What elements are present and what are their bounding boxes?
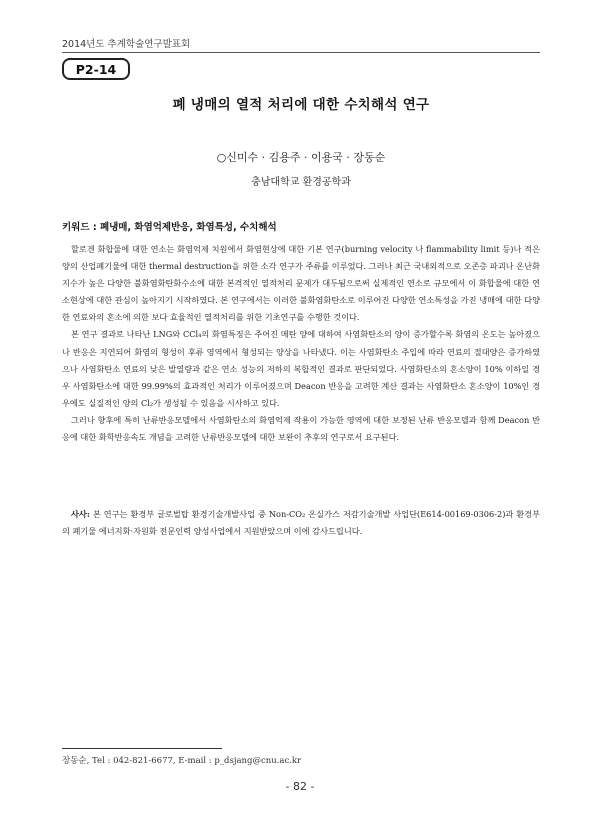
keywords-list: 폐냉매, 화염억제반응, 화염특성, 수치해석 (99, 222, 277, 233)
abstract-body (62, 241, 540, 446)
corresponding-author-footnote: 장동순, Tel : 042-821-6677, E-mail : p_dsjang@cnu.ac.kr (62, 756, 302, 766)
keywords-label: 키워드 : (62, 222, 97, 233)
acknowledgment-text: 본 연구는 환경부 글로벌탑 환경기술개발사업 중 Non-CO₂ 온실가스 저감기술개발 사업단(E614-00169-0306-2)과 환경부의 폐기물 에너지화·자원화 전문인력 양성사업에서 지원받았으며 이에 감사드립니다. (62, 509, 540, 537)
keywords-line (62, 219, 277, 233)
running-header: 2014년도 추계학술연구발표회 (62, 39, 191, 50)
body-paragraph: 할로겐 화합물에 대한 연소는 화염억제 치원에서 화염현상에 대한 기본 연구(burning velocity 나 flammability limit 등)나 적은 양의 산업폐기물에 대한 thermal destruction을 위한 소각 연구가 주류를 이루었다. 그러나 최근 국내외적으로 오존층 파괴나 온난화지수가 높은 다양한 불화염화탄화수소에 대한 본격적인 열적처리 문제가 대두됨으로써 실제적인 연소로 규모에서 이 화합물에 대한 연소현상에 대한 관심이 높아지기 시작하였다. 본 연구에서는 이러한 불화염화탄소로 이루어진 다양한 연소특성을 가진 냉매에 대한 다양한 연료와의 혼소에 의한 보다 효율적인 열적처리를 위한 기초연구를 수행한 것이다. (62, 244, 540, 323)
header-divider (62, 52, 540, 53)
body-paragraph: 본 연구 결과로 나타난 LNG와 CCl₄의 화염특징은 주어진 메탄 양에 대하여 사염화탄소의 양이 증가할수록 화염의 온도는 높아졌으나 반응은 지연되어 화염의 형성이 후류 영역에서 형성되는 양상을 나타냈다. 이는 사염화탄소 주입에 따라 연료의 절대양은 증가하였으나 사염화탄소 연료의 낮은 발열량과 같은 연소 성능의 저하의 복합적인 결과로 판단되었다. 사염화탄소의 혼소양이 10% 이하일 경우 사염화탄소에 대한 99.99%의 효과적인 처리가 이루어졌으며 Deacon 반응을 고려한 계산 결과는 사염화탄소 혼소양이 10%인 경우에도 실질적인 양의 Cl₂가 생성될 수 있음을 시사하고 있다. (62, 329, 540, 408)
paper-title: 폐 냉매의 열적 처리에 대한 수치해석 연구 (172, 97, 430, 113)
acknowledgment (62, 506, 540, 540)
author-list: ○신미수 · 김용주 · 이용국 · 장동순 (216, 151, 386, 164)
footnote-divider (62, 748, 222, 749)
affiliation: 충남대학교 환경공학과 (251, 177, 351, 188)
paper-id-badge: P2-14 (62, 58, 130, 80)
acknowledgment-label: 사사: (71, 509, 90, 519)
body-paragraph: 그러나 향후에 특히 난류반응모델에서 사염화탄소의 화염억제 작용이 가능한 영역에 대한 보정된 난류 반응모델과 함께 Deacon 반응에 대한 화학반응속도 개념을 고려한 난류반응모델에 대한 보완이 추후의 연구로서 요구된다. (62, 414, 540, 443)
page-number: - 82 - (285, 780, 315, 793)
